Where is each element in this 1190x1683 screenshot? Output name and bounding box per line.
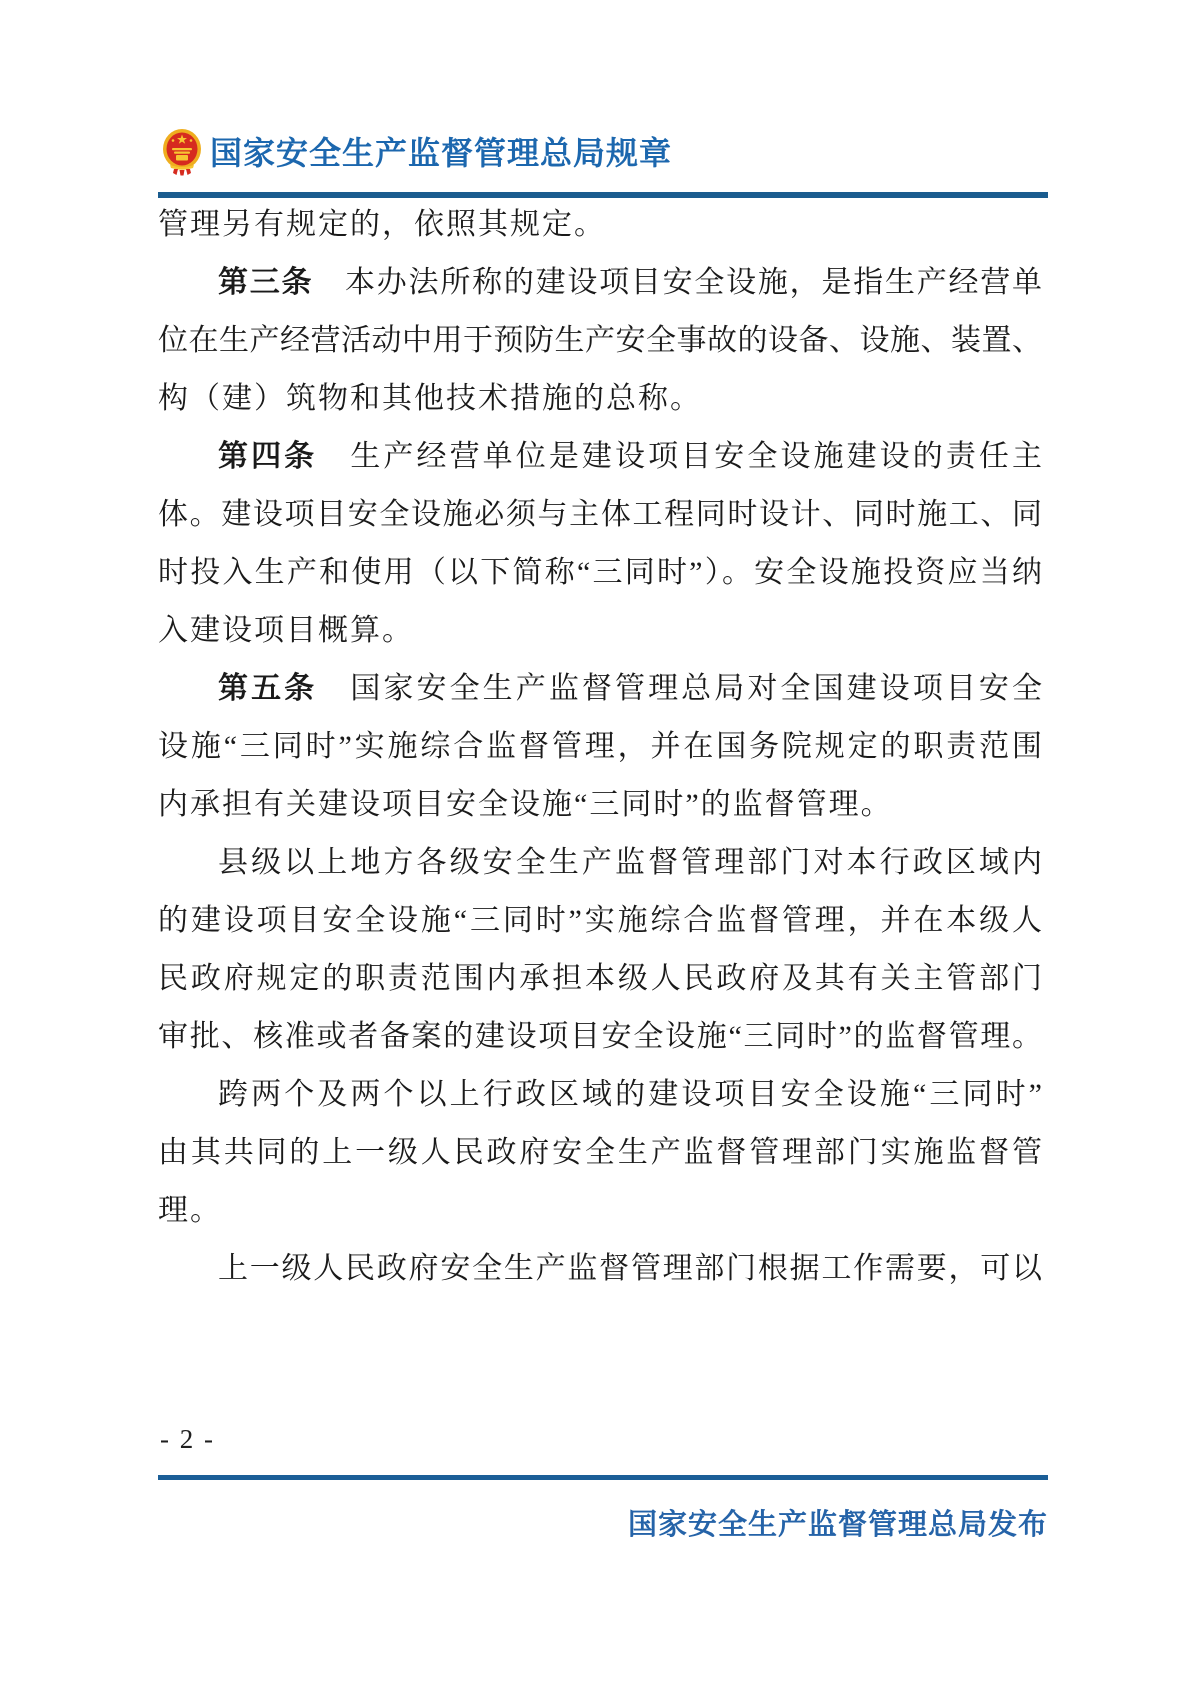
- text-line: [158, 544, 1042, 602]
- text-line: [158, 1240, 1042, 1298]
- text-line: [158, 892, 1042, 950]
- text-segment: 设施“三同时”实施综合监督管理，并在国务院规定的职责范围: [158, 730, 1042, 763]
- text-segment: 生产经营单位是建设项目安全设施建设的责任主: [317, 440, 1042, 473]
- text-segment: 审批、核准或者备案的建设项目安全设施“三同时”的监督管理。: [158, 1020, 1042, 1053]
- text-segment: 理。: [158, 1194, 222, 1227]
- text-segment: 体。建设项目安全设施必须与主体工程同时设计、同时施工、同: [158, 498, 1042, 531]
- text-line: [158, 950, 1042, 1008]
- article-number: 第三条: [218, 266, 314, 299]
- text-segment: 管理另有规定的，依照其规定。: [158, 208, 606, 241]
- text-segment: 上一级人民政府安全生产监督管理部门根据工作需要，可以: [218, 1252, 1042, 1285]
- text-segment: 跨两个及两个以上行政区域的建设项目安全设施“三同时”: [218, 1078, 1042, 1111]
- text-line: [158, 660, 1042, 718]
- text-segment: 国家安全生产监督管理总局对全国建设项目安全: [317, 672, 1042, 705]
- text-segment: 民政府规定的职责范围内承担本级人民政府及其有关主管部门: [158, 962, 1042, 995]
- text-line: [158, 1008, 1042, 1066]
- page-number: - 2 -: [160, 1424, 215, 1454]
- text-line: [158, 1124, 1042, 1182]
- text-segment: 时投入生产和使用（以下简称“三同时”）。安全设施投资应当纳: [158, 556, 1042, 589]
- text-line: [158, 370, 1042, 428]
- text-line: [158, 834, 1042, 892]
- text-line: [158, 602, 1042, 660]
- text-segment: 由其共同的上一级人民政府安全生产监督管理部门实施监督管: [158, 1136, 1042, 1169]
- text-segment: 内承担有关建设项目安全设施“三同时”的监督管理。: [158, 788, 893, 821]
- text-line: [158, 776, 1042, 834]
- text-segment: 本办法所称的建设项目安全设施，是指生产经营单: [313, 266, 1043, 299]
- text-line: [158, 718, 1042, 776]
- text-line: [158, 312, 1042, 370]
- article-number: 第四条: [218, 440, 318, 473]
- text-segment: 的建设项目安全设施“三同时”实施综合监督管理，并在本级人: [158, 904, 1042, 937]
- text-segment: 入建设项目概算。: [158, 614, 414, 647]
- china-national-emblem-icon: [162, 128, 202, 176]
- text-line: [158, 1182, 1042, 1240]
- text-segment: 县级以上地方各级安全生产监督管理部门对本行政区域内: [218, 846, 1042, 879]
- document-body: [158, 196, 1042, 1298]
- page-title: 国家安全生产监督管理总局规章: [210, 135, 673, 171]
- text-segment: 构（建）筑物和其他技术措施的总称。: [158, 382, 702, 415]
- text-line: [158, 1066, 1042, 1124]
- text-line: [158, 196, 1042, 254]
- text-line: [158, 428, 1042, 486]
- page-header: [158, 120, 1048, 180]
- footer-divider: [158, 1475, 1048, 1480]
- text-segment: 位在生产经营活动中用于预防生产安全事故的设备、设施、装置、: [158, 324, 1042, 357]
- text-line: [158, 254, 1042, 312]
- text-line: [158, 486, 1042, 544]
- article-number: 第五条: [218, 672, 318, 705]
- publisher-label: 国家安全生产监督管理总局发布: [627, 1509, 1048, 1541]
